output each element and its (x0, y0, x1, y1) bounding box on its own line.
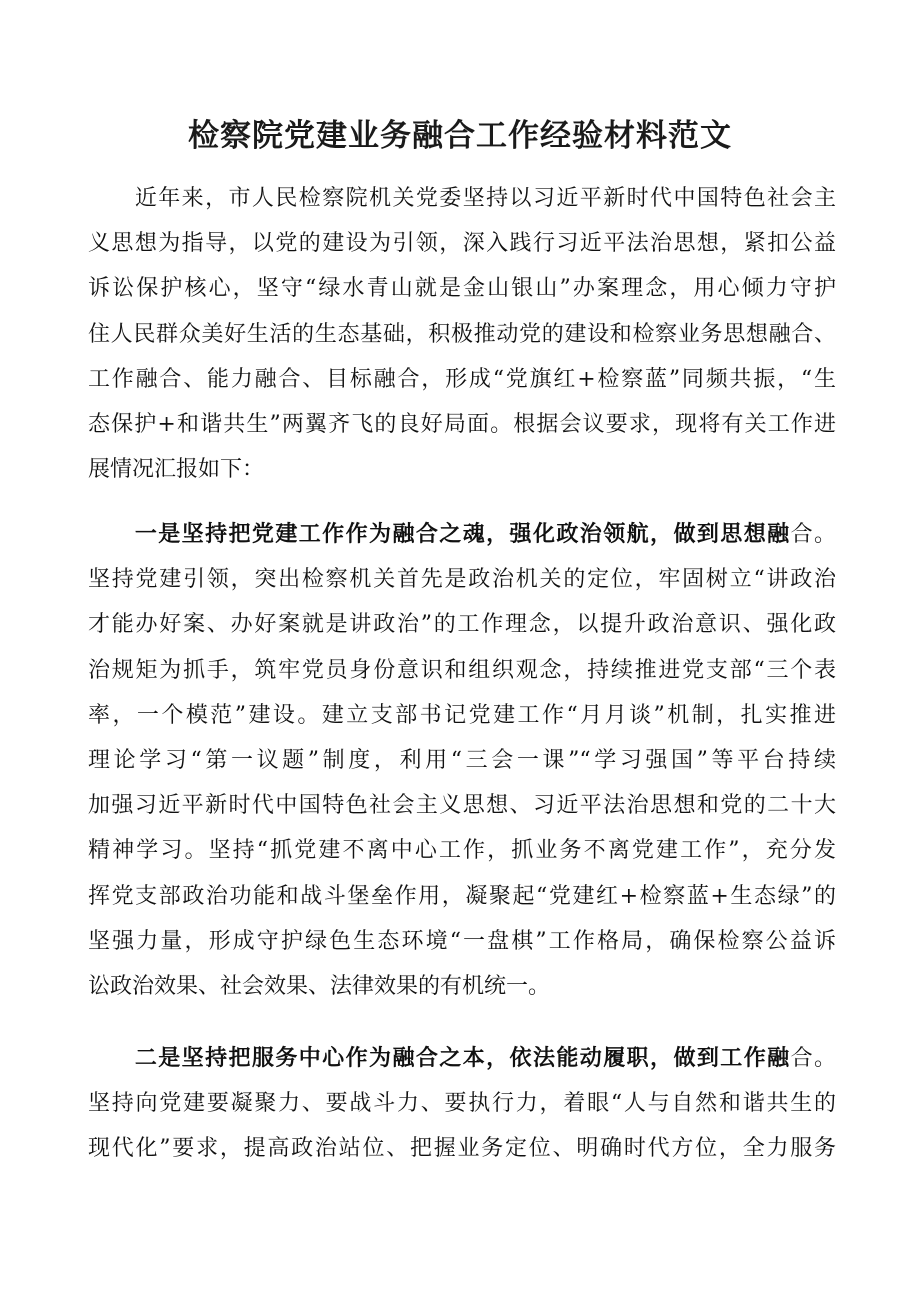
section-heading-lead: 一是坚持把党建工作作为融合之魂，强化政治领航，做到思想融 (88, 521, 791, 547)
text-line: 加强习近平新时代中国特色社会主义思想、习近平法治思想和党的二十大 (88, 793, 836, 819)
text-line: 展情况汇报如下： (88, 457, 265, 483)
paragraph-intro (88, 176, 836, 492)
section-heading-lead: 二是坚持把服务中心作为融合之本，依法能动履职，做到工作融 (88, 1045, 791, 1071)
paragraph-thought-integration (88, 512, 836, 1009)
text-line: 态保护+和谐共生”两翼齐飞的良好局面。根据会议要求，现将有关工作进 (88, 412, 836, 438)
section-heading-line (88, 1036, 836, 1081)
text-line: 讼政治效果、社会效果、法律效果的有机统一。 (88, 974, 551, 1000)
text-line: 坚强力量，形成守护绿色生态环境“一盘棋”工作格局，确保检察公益诉 (88, 928, 836, 954)
paragraph-work-integration (88, 1036, 836, 1172)
text-line: 工作融合、能力融合、目标融合，形成“党旗红+检察蓝”同频共振，“生 (88, 366, 836, 392)
section-heading-line (88, 512, 836, 557)
text-line: 精神学习。坚持“抓党建不离中心工作，抓业务不离党建工作”，充分发 (88, 838, 836, 864)
text-line: 率，一个模范”建设。建立支部书记党建工作“月月谈”机制，扎实推进 (88, 702, 836, 728)
text-line: 治规矩为抓手，筑牢党员身份意识和组织观念，持续推进党支部“三个表 (88, 657, 836, 683)
text-line: 义思想为指导，以党的建设为引领，深入践行习近平法治思想，紧扣公益 (88, 231, 836, 257)
text-line: 理论学习“第一议题”制度，利用“三会一课”“学习强国”等平台持续 (88, 748, 836, 774)
text-line: 诉讼保护核心，坚守“绿水青山就是金山银山”办案理念，用心倾力守护 (88, 276, 836, 302)
document-title: 检察院党建业务融合工作经验材料范文 (188, 118, 732, 154)
section-heading-tail: 合。 (790, 522, 836, 547)
section-heading-tail: 合。 (790, 1046, 836, 1071)
text-line: 坚持党建引领，突出检察机关首先是政治机关的定位，牢固树立“讲政治 (88, 567, 836, 593)
text-line: 住人民群众美好生活的生态基础，积极推动党的建设和检察业务思想融合、 (88, 321, 836, 347)
text-line: 现代化”要求，提高政治站位、把握业务定位、明确时代方位，全力服务 (88, 1136, 836, 1162)
text-line: 才能办好案、办好案就是讲政治”的工作理念，以提升政治意识、强化政 (88, 612, 836, 638)
text-line: 近年来，市人民检察院机关党委坚持以习近平新时代中国特色社会主 (88, 186, 836, 211)
text-line: 坚持向党建要凝聚力、要战斗力、要执行力，着眼“人与自然和谐共生的 (88, 1091, 836, 1117)
text-line: 挥党支部政治功能和战斗堡垒作用，凝聚起“党建红+检察蓝+生态绿”的 (88, 883, 836, 909)
